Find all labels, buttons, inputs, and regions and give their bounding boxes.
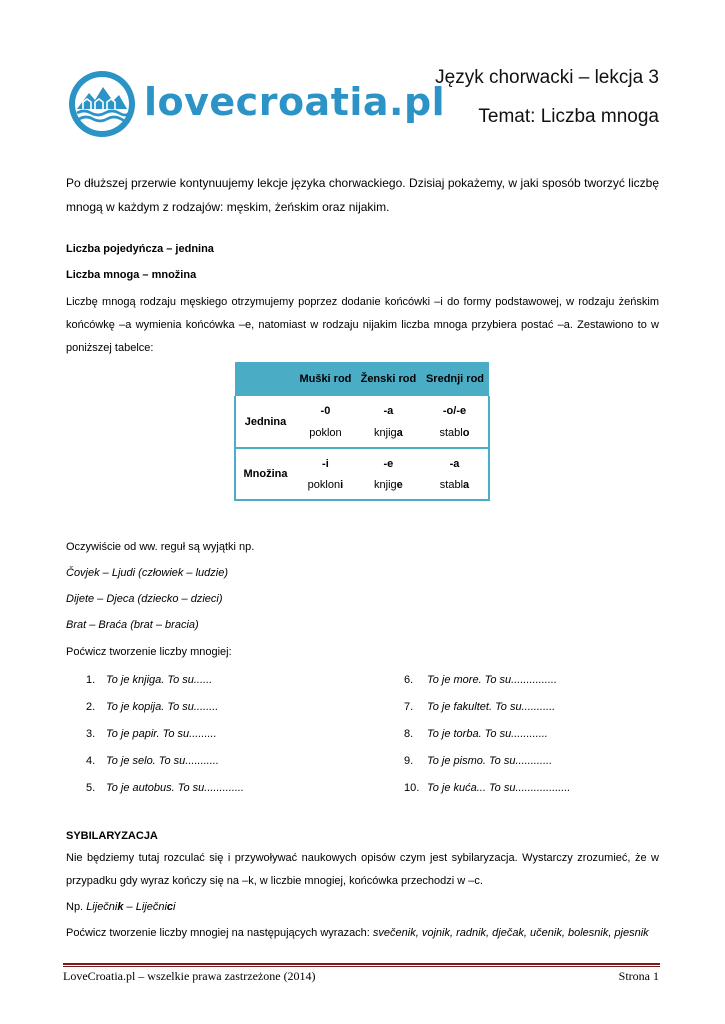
exercise-item: 7. To je fakultet. To su........... xyxy=(404,701,556,713)
exercise-list-right xyxy=(404,667,570,802)
ending-cell: -a xyxy=(449,457,460,470)
exceptions-intro: Oczywiście od ww. reguł są wyjątki np. xyxy=(66,541,255,553)
topic-title: Temat: Liczba mnoga xyxy=(478,106,659,127)
endings-table xyxy=(234,362,490,501)
header-feminine: Ženski rod xyxy=(360,373,417,385)
ending-cell: -a xyxy=(383,405,394,417)
ending-cell: -o/-e xyxy=(442,405,467,417)
table-row xyxy=(235,396,489,418)
example-word: stabla xyxy=(439,478,470,491)
page-number: Strona 1 xyxy=(618,969,659,983)
example-word: knjiga xyxy=(374,426,403,439)
header-neuter: Srednji rod xyxy=(425,373,485,385)
exercise-item: 4. To je selo. To su........... xyxy=(86,755,219,767)
sibilarization-task: Poćwicz tworzenie liczby mnogiej na następujących wyrazach: svečenik, vojnik, radnik, dječak, učenik, bolesnik, pjesnik xyxy=(66,927,649,939)
exercise-item: 5. To je autobus. To su............. xyxy=(86,782,244,794)
logo-emblem xyxy=(67,69,137,139)
exercise-item: 9. To je pismo. To su............ xyxy=(404,755,553,767)
exercise-list-left xyxy=(86,667,244,802)
footer-copyright: LoveCroatia.pl – wszelkie prawa zastrzeżone (2014) xyxy=(63,969,316,983)
sibilarization-text: Nie będziemy tutaj rozculać się i przywoływać naukowych opisów czym jest sybilaryzacja. Wystarczy zrozumieć, że w przypadku gdy wyraz kończy się na –k, w liczbie mnogiej, końcówka przechodzi w –c. xyxy=(66,852,659,887)
exception-item: Čovjek – Ljudi (człowiek – ludzie) xyxy=(66,567,229,579)
sibilarization-example: Np. Liječnik – Liječnici xyxy=(66,901,176,913)
logo-wordmark: lovecroatia.pl xyxy=(144,80,446,124)
table-row xyxy=(235,448,489,470)
row-label-plural: Množina xyxy=(235,448,295,500)
exercise-item: 8. To je torba. To su............ xyxy=(404,728,548,740)
exercise-item: 2. To je kopija. To su........ xyxy=(86,701,219,713)
sibilarization-heading: SYBILARYZACJA xyxy=(66,830,158,842)
table-corner-cell xyxy=(235,362,295,396)
example-word: stablo xyxy=(439,426,470,439)
footer-rule xyxy=(63,963,660,965)
plural-heading: Liczba mnoga – množina xyxy=(66,269,197,281)
ending-cell: -0 xyxy=(320,405,331,417)
header-masculine: Muški rod xyxy=(299,373,352,385)
rule-paragraph: Liczbę mnogą rodzaju męskiego otrzymujemy poprzez dodanie końcówki –i do formy podstawowej, w rodzaju żeńskim końcówkę –a wymienia końcówka –e, natomiast w rodzaju nijakim liczba mnoga przybiera postać –a. Zestawiono to w poniższej tabelce: xyxy=(66,296,659,354)
exception-item: Brat – Braća (brat – bracia) xyxy=(66,619,199,631)
example-word: pokloni xyxy=(307,478,344,491)
exercise-item: 3. To je papir. To su......... xyxy=(86,728,217,740)
exercise-item: 6. To je more. To su............... xyxy=(404,674,558,686)
footer-rule-thin xyxy=(63,966,660,967)
practice-heading: Poćwicz tworzenie liczby mnogiej: xyxy=(66,646,232,658)
ending-cell: -e xyxy=(383,457,394,470)
exercise-item: 10. To je kuća... To su.................. xyxy=(404,782,571,794)
example-word: poklon xyxy=(309,426,342,439)
row-label-singular: Jednina xyxy=(235,396,295,448)
intro-paragraph: Po dłuższej przerwie kontynuujemy lekcje języka chorwackiego. Dzisiaj pokażemy, w jaki sposób tworzyć liczbę mnogą w każdym z rodzajów: męskim, żeńskim oraz nijakim. xyxy=(66,176,659,214)
lesson-title: Język chorwacki – lekcja 3 xyxy=(435,67,659,88)
example-word: knjige xyxy=(374,478,403,491)
singular-heading: Liczba pojedyńcza – jednina xyxy=(66,243,214,255)
exception-item: Dijete – Djeca (dziecko – dzieci) xyxy=(66,593,223,605)
exercise-item: 1. To je knjiga. To su...... xyxy=(86,674,213,686)
ending-cell: -i xyxy=(322,457,329,470)
table-header-row xyxy=(235,362,489,396)
